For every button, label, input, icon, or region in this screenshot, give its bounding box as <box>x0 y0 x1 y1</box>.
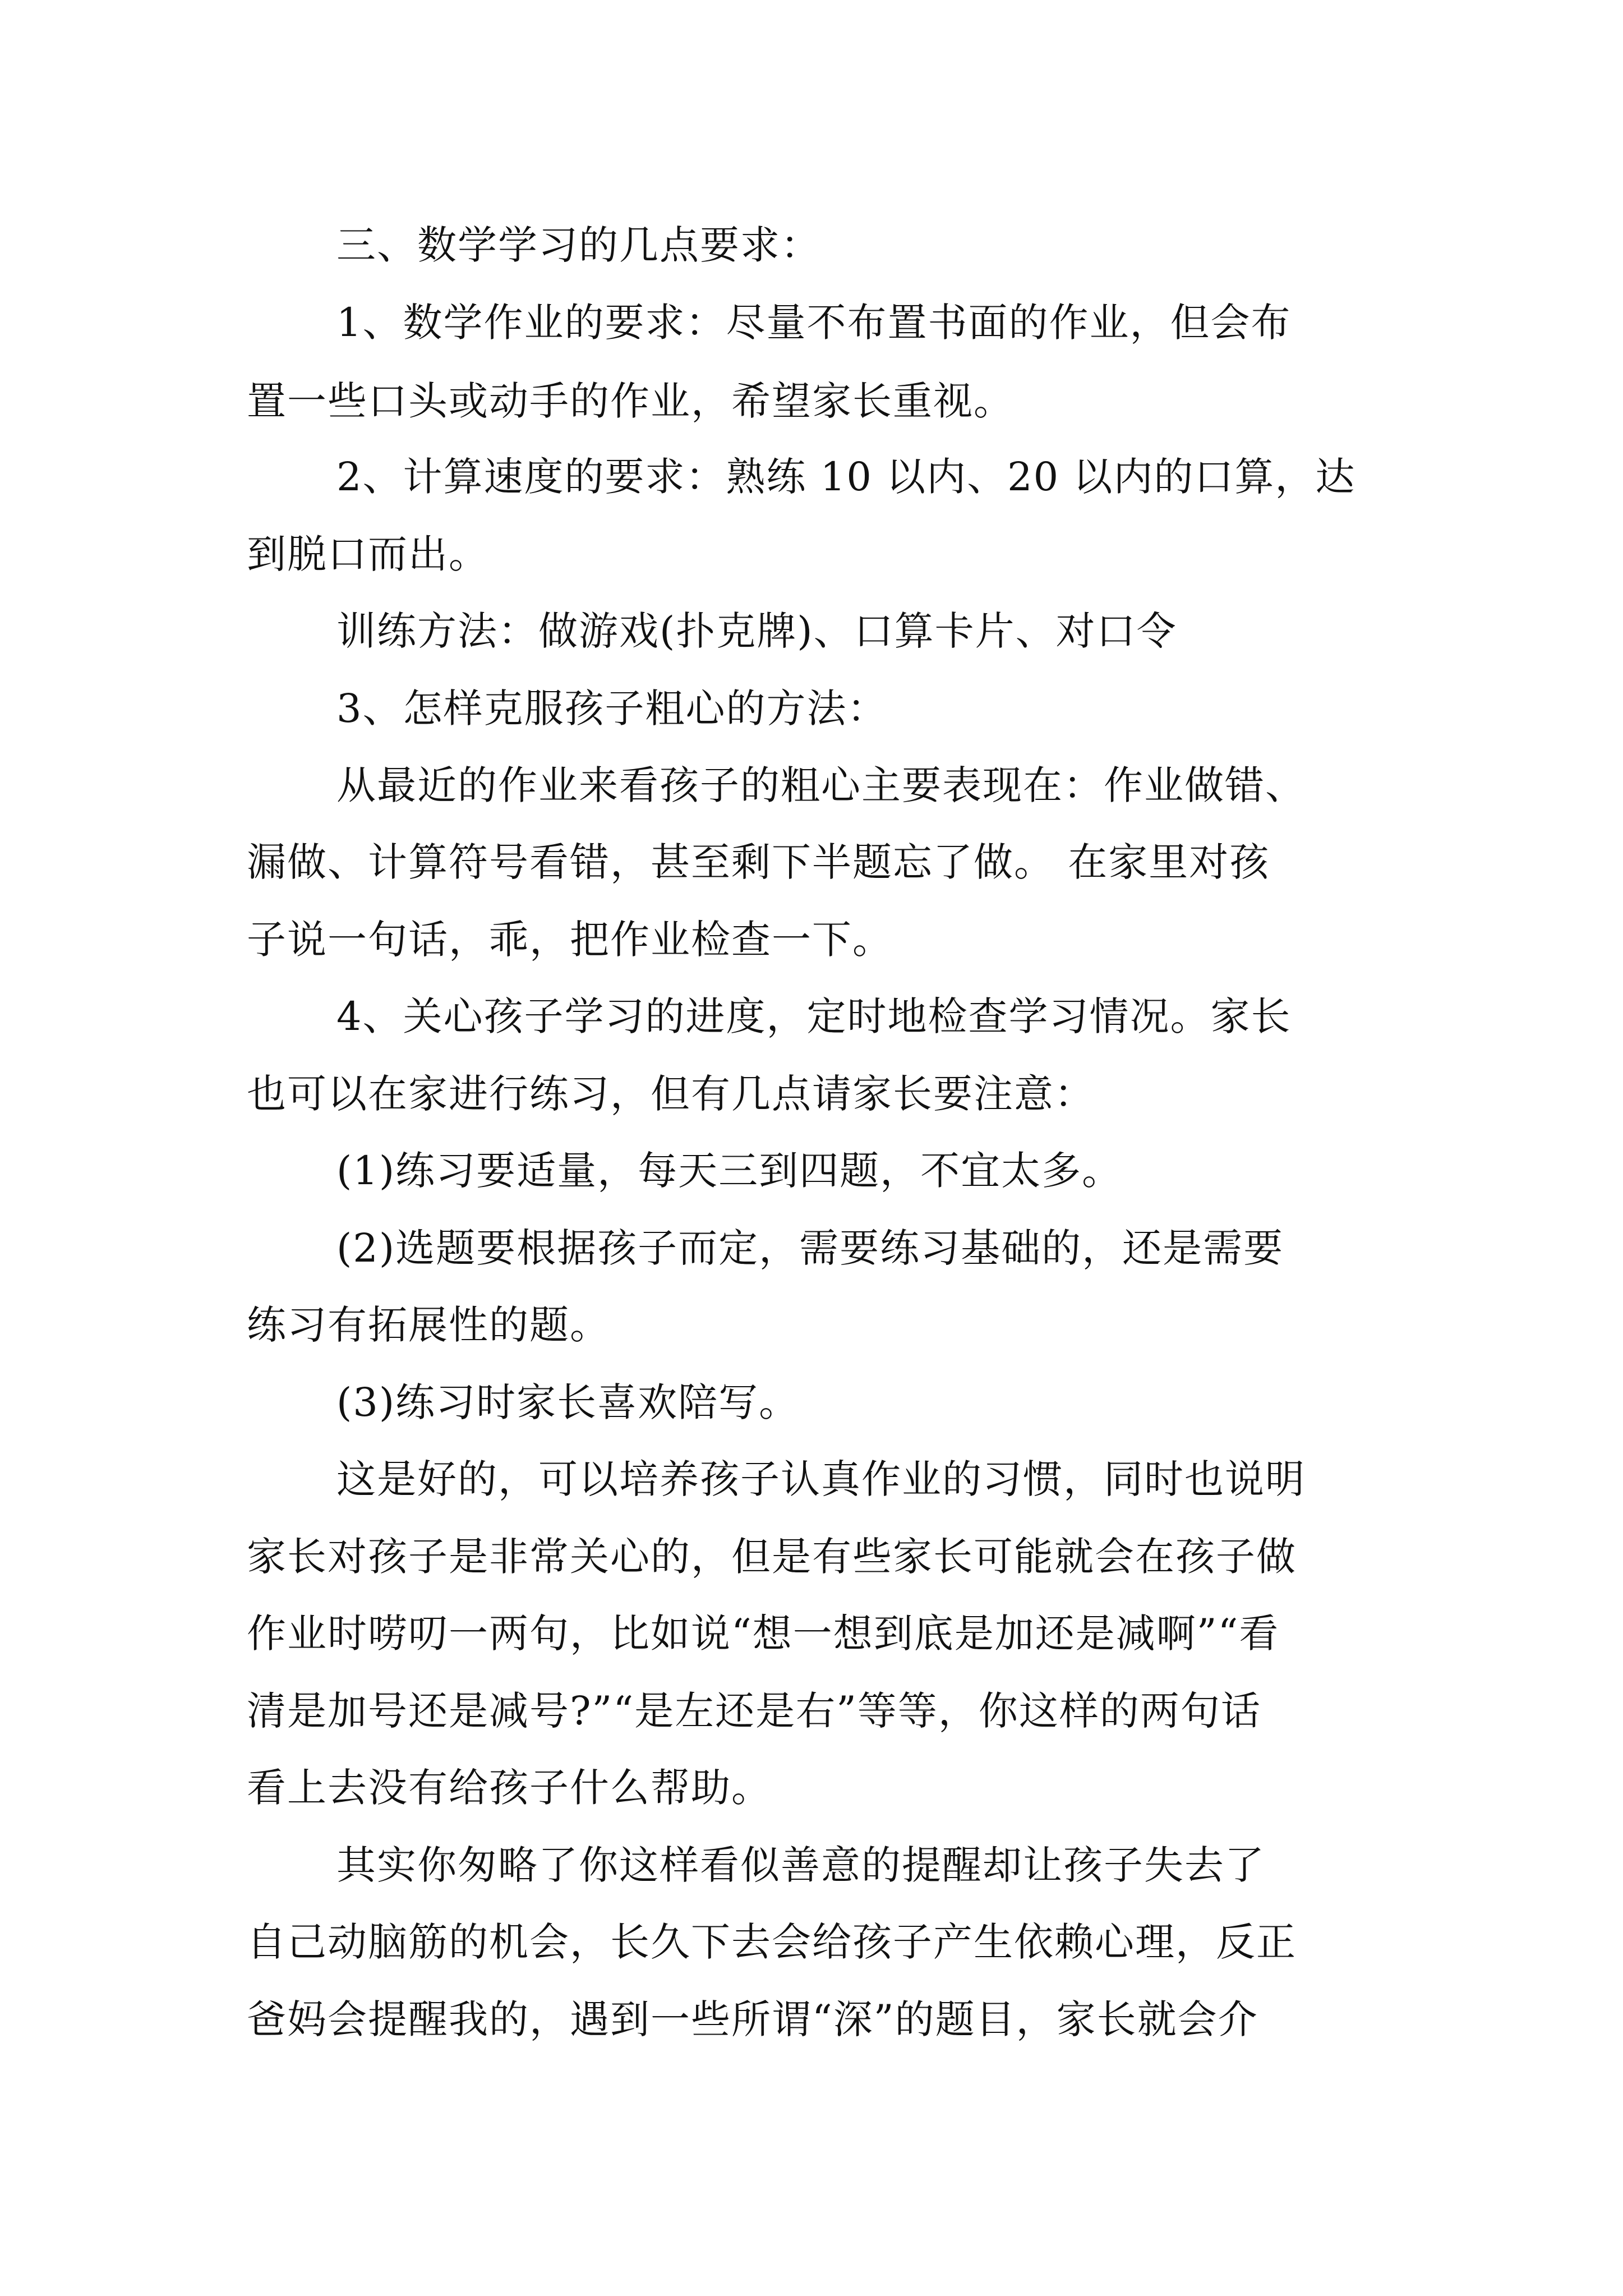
paragraph-line: 家长对孩子是非常关心的，但是有些家长可能就会在孩子做 <box>247 1534 1297 1580</box>
paragraph-line: 1、数学作业的要求：尽量不布置书面的作业，但会布 <box>336 300 1292 346</box>
paragraph-line: 练习有拓展性的题。 <box>247 1302 610 1348</box>
paragraph-line: 这是好的，可以培养孩子认真作业的习惯，同时也说明 <box>336 1456 1306 1502</box>
list-item: (3)练习时家长喜欢陪写。 <box>336 1379 800 1425</box>
paragraph-line: 自己动脑筋的机会，长久下去会给孩子产生依赖心理，反正 <box>247 1919 1297 1965</box>
paragraph-line: 爸妈会提醒我的，遇到一些所谓“深”的题目，家长就会介 <box>247 1996 1258 2042</box>
paragraph-line: 4、关心孩子学习的进度，定时地检查学习情况。家长 <box>336 993 1292 1039</box>
paragraph-line: 作业时唠叨一两句，比如说“想一想到底是加还是减啊”“看 <box>247 1611 1280 1657</box>
paragraph-line: 也可以在家进行练习，但有几点请家长要注意： <box>247 1071 1095 1117</box>
paragraph-line: 到脱口而出。 <box>247 531 489 577</box>
paragraph-line: 看上去没有给孩子什么帮助。 <box>247 1765 772 1811</box>
list-item: (1)练习要适量，每天三到四题，不宜太多。 <box>336 1148 1123 1194</box>
paragraph-line: 子说一句话，乖，把作业检查一下。 <box>247 917 893 963</box>
paragraph-line: 3、怎样克服孩子粗心的方法： <box>336 685 888 731</box>
section-heading: 三、数学学习的几点要求： <box>336 222 821 268</box>
paragraph-line: 置一些口头或动手的作业，希望家长重视。 <box>247 378 1014 424</box>
paragraph-line: 从最近的作业来看孩子的粗心主要表现在：作业做错、 <box>336 762 1306 808</box>
list-item: (2)选题要根据孩子而定，需要练习基础的，还是需要 <box>336 1225 1284 1271</box>
paragraph-line: 训练方法：做游戏(扑克牌)、口算卡片、对口令 <box>336 608 1177 654</box>
paragraph-line: 2、计算速度的要求：熟练 10 以内、20 以内的口算，达 <box>336 454 1356 500</box>
paragraph-line: 其实你匆略了你这样看似善意的提醒却让孩子失去了 <box>336 1842 1265 1888</box>
paragraph-line: 漏做、计算符号看错，甚至剩下半题忘了做。 在家里对孩 <box>247 839 1270 885</box>
paragraph-line: 清是加号还是减号?”“是左还是右”等等，你这样的两句话 <box>247 1688 1261 1734</box>
